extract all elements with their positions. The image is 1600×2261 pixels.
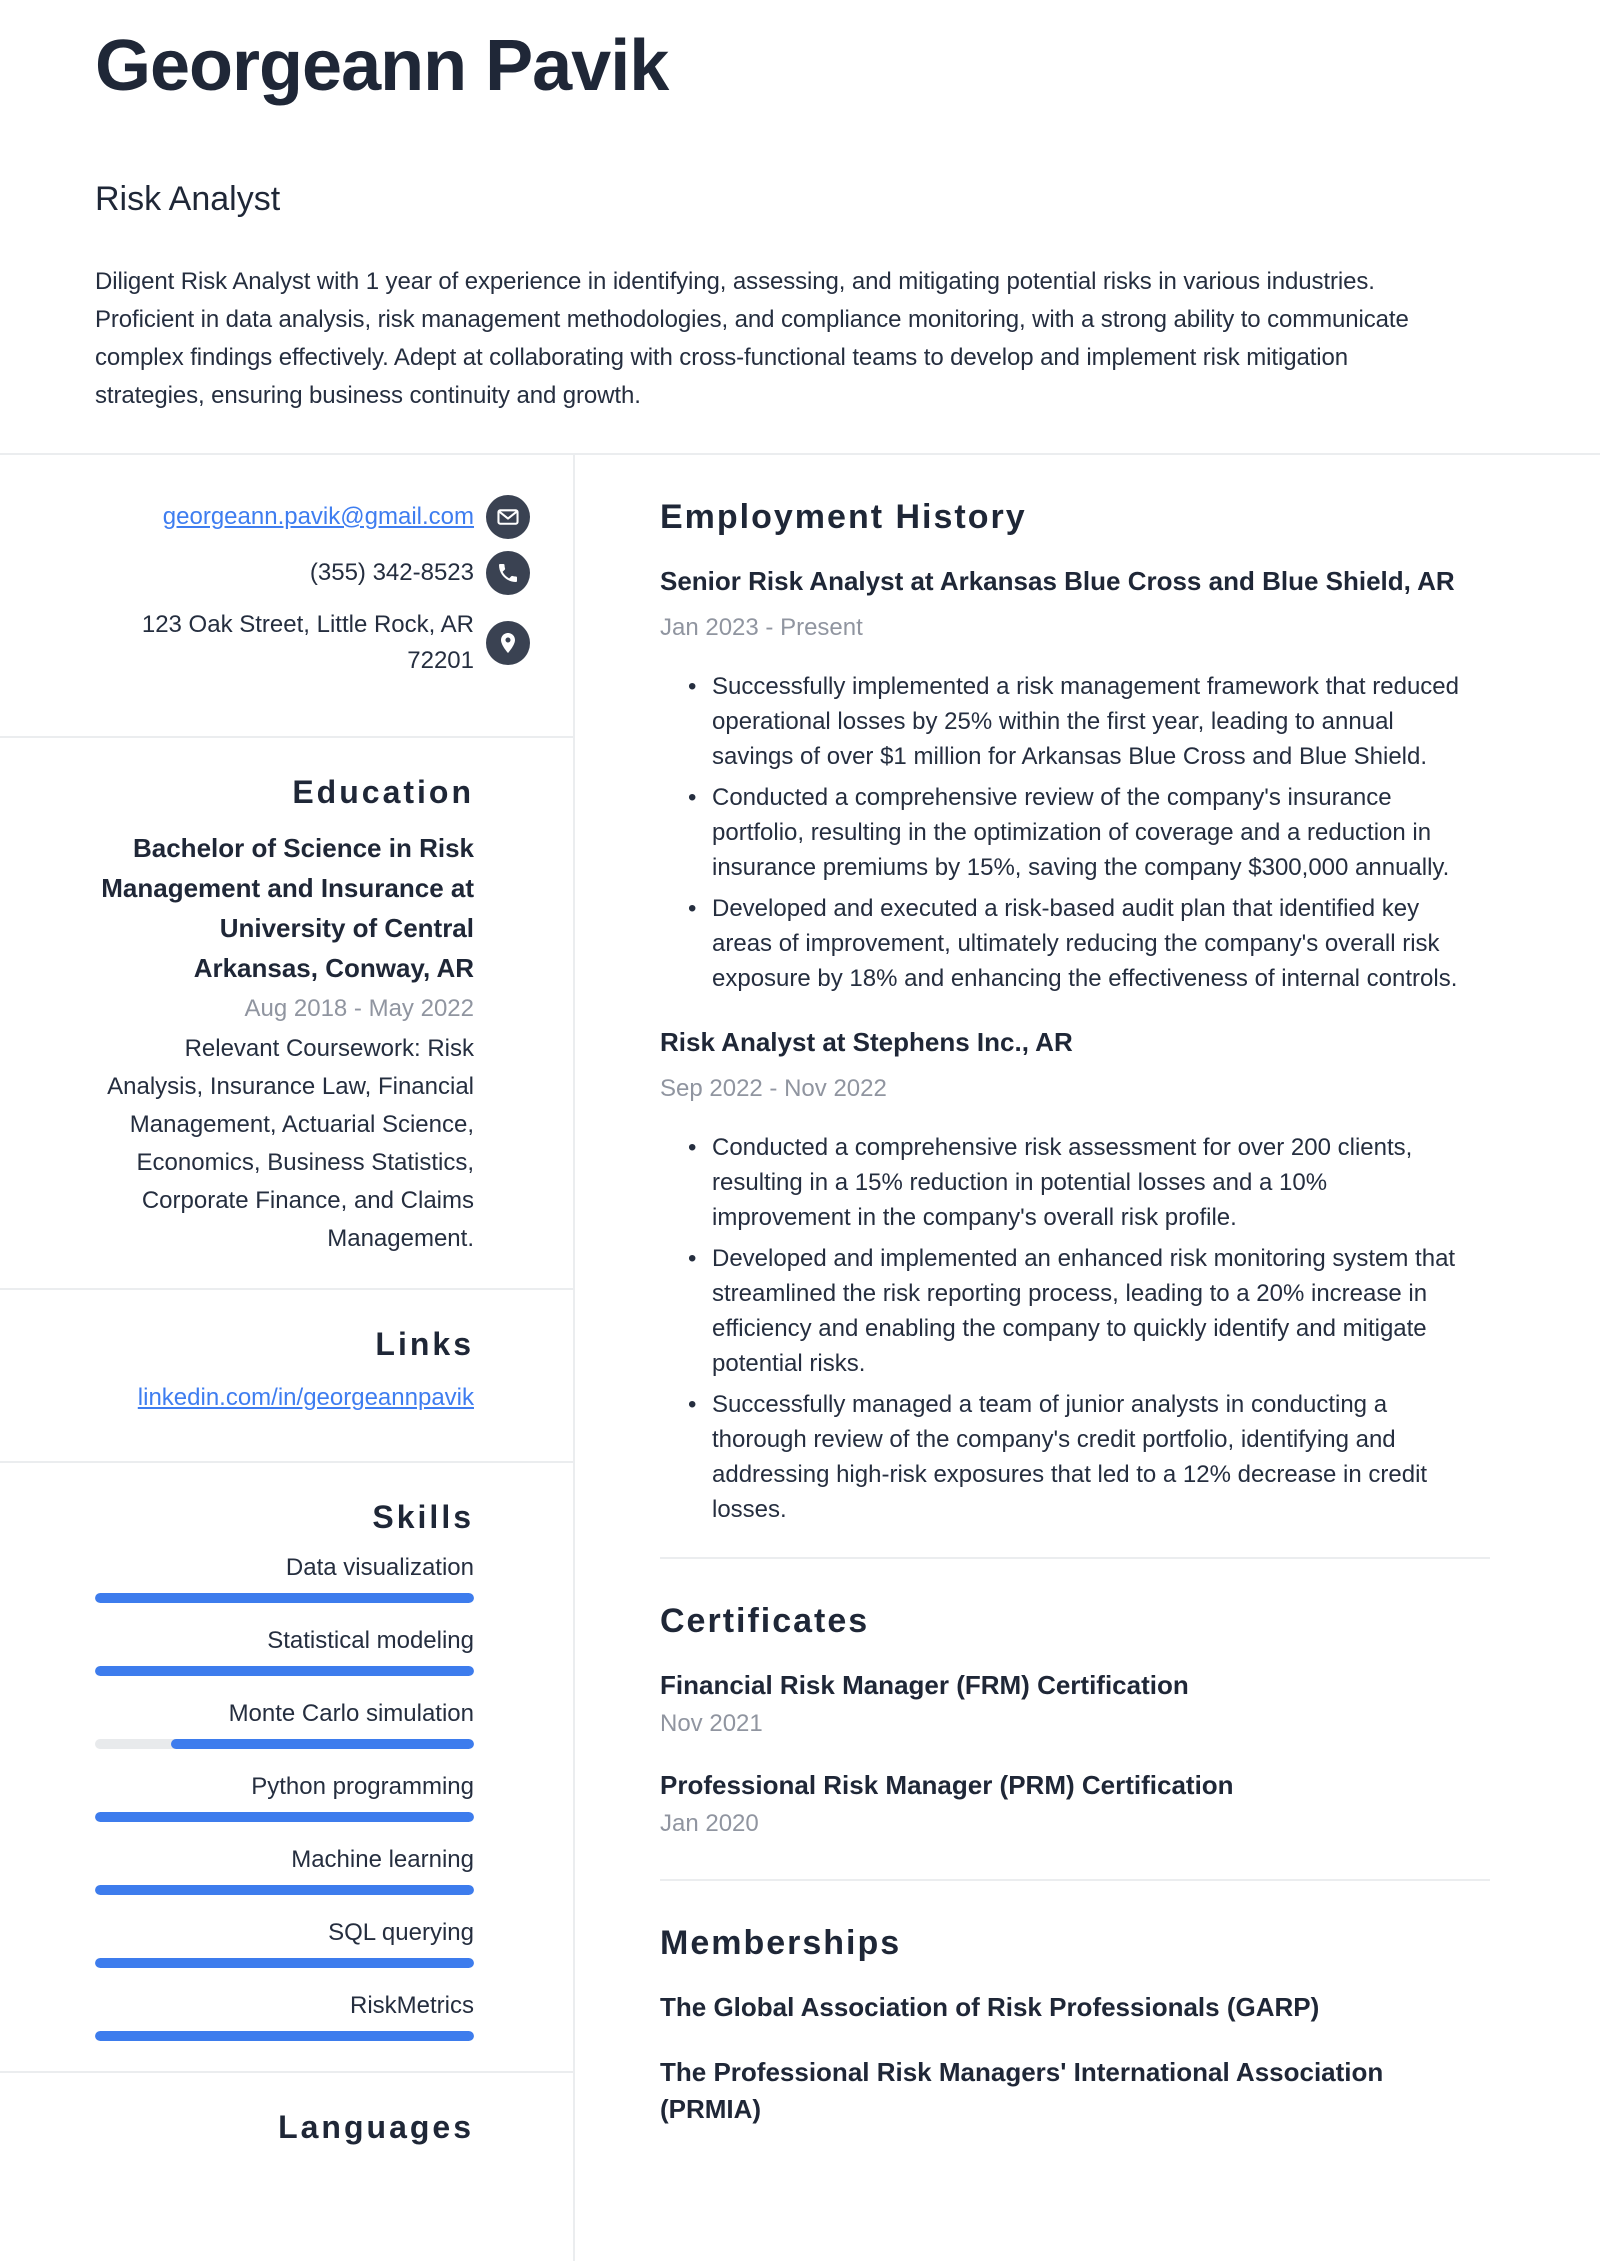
job-title-1: Senior Risk Analyst at Arkansas Blue Cross and Blue Shield, AR (660, 565, 1455, 596)
skill-bar-fill (95, 2031, 474, 2041)
employment-heading: Employment History (660, 497, 1027, 536)
skill-label: Python programming (251, 1772, 474, 1800)
skill-bar-fill (95, 1958, 474, 1968)
skill-item (95, 1699, 474, 1749)
location-icon (486, 621, 530, 665)
certificate-entry (660, 1767, 1490, 1839)
links-heading: Links (375, 1325, 474, 1362)
skill-bar-fill (95, 1885, 474, 1895)
job-entry (660, 563, 1490, 996)
certificates-section (660, 1559, 1490, 1881)
skill-item (95, 1553, 474, 1603)
main-column (575, 455, 1600, 2261)
contact-row-email (60, 495, 530, 539)
job-bullet: • Successfully implemented a risk management framework that reduced operational losses by 25% within the first year, leading to annual savings of over $1 million for Arkansas Blue Cross and Blue Shield. (660, 669, 1472, 774)
skill-label: SQL querying (328, 1918, 474, 1946)
phone-number: (355) 342-8523 (309, 558, 474, 586)
skill-bar (95, 2031, 474, 2041)
skill-bar-fill (171, 1739, 474, 1749)
memberships-section (660, 1881, 1490, 2158)
skill-label: RiskMetrics (350, 1991, 474, 2019)
contact-row-phone (60, 551, 530, 595)
skill-bar (95, 1739, 474, 1749)
languages-heading: Languages (278, 2108, 474, 2145)
skill-label: Monte Carlo simulation (228, 1699, 474, 1727)
education-degree: Bachelor of Science in Risk Management and Insurance at University of Central Arkansas, Conway, AR (101, 832, 474, 983)
job-title-2: Risk Analyst at Stephens Inc., AR (660, 1026, 1073, 1057)
links-section (0, 1290, 573, 1463)
contact-section (0, 455, 573, 738)
email-icon (486, 495, 530, 539)
job-bullet: • Developed and implemented an enhanced risk monitoring system that streamlined the risk reporting process, leading to a 20% increase in efficiency and enabling the company to quickly identify and mitigate potential risks. (660, 1241, 1472, 1381)
skill-label: Machine learning (291, 1845, 474, 1873)
job-title: Risk Analyst (95, 179, 281, 218)
education-heading: Education (292, 773, 474, 810)
skill-item (95, 1918, 474, 1968)
skill-bar (95, 1666, 474, 1676)
postal-address: 123 Oak Street, Little Rock, AR 72201 (141, 610, 474, 674)
profile-summary: Diligent Risk Analyst with 1 year of experience in identifying, assessing, and mitigating potential risks in various industries. Proficient in data analysis, risk management methodologies, and compliance monitoring, with a strong ability to communicate complex findings effectively. Adept at collaborating with cross-functional teams to develop and implement risk mitigation strategies, ensuring business continuity and growth. (95, 267, 1409, 409)
skill-bar-fill (95, 1593, 474, 1603)
sidebar (0, 455, 575, 2261)
phone-icon (486, 551, 530, 595)
skill-item (95, 1991, 474, 2041)
skill-item (95, 1772, 474, 1822)
membership-entry: The Global Association of Risk Professionals (GARP) (660, 1991, 1320, 2022)
linkedin-link[interactable]: linkedin.com/in/georgeannpavik (137, 1383, 474, 1411)
skill-label: Data visualization (285, 1553, 474, 1581)
job-bullets (660, 1130, 1472, 1527)
job-dates-2: Sep 2022 - Nov 2022 (660, 1074, 887, 1102)
certificate-entry (660, 1667, 1490, 1739)
skill-bar (95, 1958, 474, 1968)
education-dates: Aug 2018 - May 2022 (244, 994, 474, 1022)
employment-section (660, 455, 1490, 1559)
skill-item (95, 1626, 474, 1676)
job-bullet: • Conducted a comprehensive risk assessment for over 200 clients, resulting in a 15% reduction in potential losses and a 10% improvement in the company's overall risk profile. (660, 1130, 1472, 1235)
email-link[interactable]: georgeann.pavik@gmail.com (162, 502, 474, 530)
education-section (0, 738, 573, 1290)
skill-bar (95, 1812, 474, 1822)
skill-label: Statistical modeling (267, 1626, 474, 1654)
contact-row-address (60, 607, 530, 679)
certificate-title: Professional Risk Manager (PRM) Certification (660, 1769, 1234, 1800)
job-bullet: • Successfully managed a team of junior analysts in conducting a thorough review of the company's credit portfolio, identifying and addressing high-risk exposures that led to a 12% decrease in credit losses. (660, 1387, 1472, 1527)
skill-bar (95, 1885, 474, 1895)
memberships-heading: Memberships (660, 1923, 902, 1962)
certificate-date: Jan 2020 (660, 1809, 759, 1837)
resume-header (0, 0, 1600, 453)
job-dates-1: Jan 2023 - Present (660, 613, 863, 641)
languages-section (0, 2073, 573, 2193)
skill-item (95, 1845, 474, 1895)
job-bullets (660, 669, 1472, 996)
job-entry (660, 1024, 1490, 1527)
certificates-heading: Certificates (660, 1601, 870, 1640)
education-coursework: Relevant Coursework: Risk Analysis, Insurance Law, Financial Management, Actuarial Science, Economics, Business Statistics, Corporate Finance, and Claims Management. (107, 1034, 474, 1252)
skill-bar-fill (95, 1666, 474, 1676)
certificate-date: Nov 2021 (660, 1709, 763, 1737)
certificate-title: Financial Risk Manager (FRM) Certification (660, 1669, 1189, 1700)
skills-heading: Skills (372, 1498, 474, 1535)
skills-section (0, 1463, 573, 2073)
skill-bar-fill (95, 1812, 474, 1822)
page-title: Georgeann Pavik (95, 26, 669, 106)
membership-entry: The Professional Risk Managers' International Association (PRMIA) (660, 2056, 1384, 2124)
job-bullet: • Developed and executed a risk-based audit plan that identified key areas of improvement, ultimately reducing the company's overall risk exposure by 18% and enhancing the effectiveness of internal controls. (660, 891, 1472, 996)
skill-bar (95, 1593, 474, 1603)
job-bullet: • Conducted a comprehensive review of the company's insurance portfolio, resulting in the optimization of coverage and a reduction in insurance premiums by 15%, saving the company $300,000 annually. (660, 780, 1472, 885)
